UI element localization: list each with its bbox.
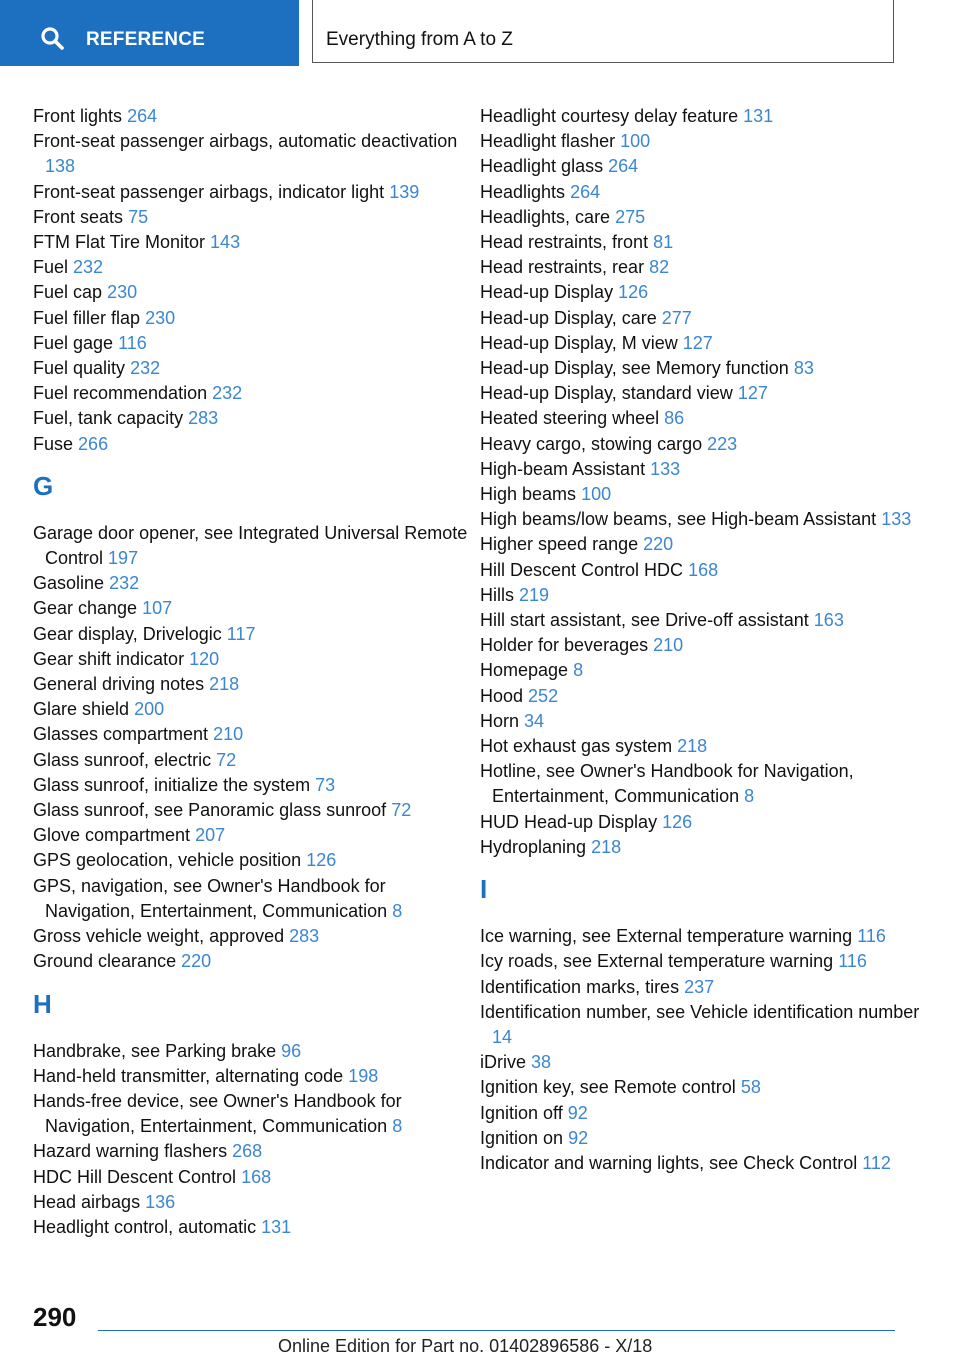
index-entry-text: Ignition key, see Remote control: [480, 1077, 736, 1098]
index-entry: [480, 356, 920, 381]
index-entry: [33, 848, 473, 873]
index-entry: [33, 773, 473, 798]
index-entry: [480, 583, 920, 608]
page-reference-link[interactable]: 230: [145, 307, 176, 328]
page-reference-link[interactable]: 207: [195, 825, 226, 846]
page-reference-link[interactable]: 83: [793, 358, 814, 379]
index-entry: [33, 180, 473, 205]
index-entry: [480, 129, 920, 154]
index-entry-text: Fuel quality: [33, 358, 126, 379]
edition-text: Online Edition for Part no. 01402896586 - X/18: [278, 1336, 653, 1356]
page-reference-link[interactable]: 230: [107, 282, 138, 303]
index-entry-text: Head-up Display, M view: [480, 332, 678, 353]
index-entry-text: Hill Descent Control HDC: [480, 559, 684, 580]
index-entry: [33, 331, 473, 356]
page-reference-link[interactable]: 210: [653, 635, 684, 656]
index-entry-text: Icy roads, see External temperature warning: [480, 951, 834, 972]
page-reference-link[interactable]: 139: [389, 181, 420, 202]
index-entry-text: Gear shift indicator: [33, 648, 185, 669]
index-entry-text: Hot exhaust gas system: [480, 736, 673, 757]
page-reference-link[interactable]: 218: [677, 736, 708, 757]
index-entry: [33, 798, 473, 823]
index-entry: [480, 1050, 920, 1075]
index-entry: [33, 1165, 473, 1190]
page-reference-link[interactable]: 163: [813, 610, 844, 631]
index-entry: [480, 1126, 920, 1151]
page-reference-link[interactable]: 126: [662, 811, 693, 832]
page-reference-link[interactable]: 223: [707, 433, 738, 454]
page-reference-link[interactable]: 168: [688, 559, 719, 580]
index-entry: [480, 734, 920, 759]
page-reference-link[interactable]: 72: [391, 800, 412, 821]
index-entry: [33, 949, 473, 974]
page-reference-link[interactable]: 268: [232, 1141, 263, 1162]
index-entry-text: Headlight glass: [480, 156, 604, 177]
index-entry: [480, 1075, 920, 1100]
index-entry-text: Front seats: [33, 206, 124, 227]
page-reference-link[interactable]: 264: [127, 106, 158, 126]
index-entry: [480, 280, 920, 305]
index-entry: [480, 924, 920, 949]
index-entry-text: Headlights, care: [480, 206, 611, 227]
index-entry: [480, 180, 920, 205]
index-entry: [33, 1190, 473, 1215]
index-entry-text: Garage door opener, see Integrated Universal Remote Control: [33, 522, 468, 569]
index-entry-text: Hills: [480, 584, 514, 605]
index-entry-text: Head-up Display, standard view: [480, 383, 733, 404]
index-letter-heading: H: [33, 988, 52, 1019]
index-entry-text: Front lights: [33, 106, 123, 126]
index-entry: [480, 1000, 920, 1050]
page-reference-link[interactable]: 131: [261, 1216, 292, 1237]
index-entry: [33, 205, 473, 230]
index-entry-text: Front-seat passenger airbags, automatic deactivation: [33, 131, 458, 152]
page-reference-link[interactable]: 86: [664, 408, 685, 429]
index-entry: [33, 129, 473, 179]
index-entry: [33, 722, 473, 747]
index-entry: [480, 1101, 920, 1126]
index-entry-text: Hand-held transmitter, alternating code: [33, 1065, 344, 1086]
index-entry: [33, 571, 473, 596]
index-entry-text: Glass sunroof, electric: [33, 749, 212, 770]
page-reference-link[interactable]: 136: [145, 1191, 176, 1212]
page-reference-link[interactable]: 168: [241, 1166, 272, 1187]
index-entry: [33, 874, 473, 924]
section-title: Everything from A to Z: [326, 29, 513, 50]
index-entry-text: Ignition on: [480, 1127, 564, 1148]
index-entry-text: Head restraints, front: [480, 232, 649, 253]
page-reference-link[interactable]: 143: [210, 232, 241, 253]
index-entry: [480, 432, 920, 457]
index-entry-text: Ignition off: [480, 1102, 563, 1123]
index-entry-text: Hands-free device, see Owner's Handbook for Navigation, Entertainment, Communication: [33, 1090, 402, 1137]
index-entry-text: Fuel, tank capacity: [33, 408, 184, 429]
index-entry-text: Identification number, see Vehicle identification number: [480, 1001, 920, 1022]
page-reference-link[interactable]: 277: [661, 307, 692, 328]
index-entry-text: Headlights: [480, 181, 566, 202]
index-entry: [33, 306, 473, 331]
index-entry-text: GPS geolocation, vehicle position: [33, 850, 302, 871]
page-reference-link[interactable]: 34: [524, 710, 545, 731]
index-entry-text: Glove compartment: [33, 825, 191, 846]
index-entry-text: Glare shield: [33, 699, 130, 720]
page-reference-link[interactable]: 116: [857, 926, 886, 947]
page-reference-link[interactable]: 58: [740, 1077, 761, 1098]
index-entry-text: Hotline, see Owner's Handbook for Navigation, Entertainment, Communication: [480, 761, 854, 807]
index-entry: [480, 154, 920, 179]
page-reference-link[interactable]: 126: [306, 850, 337, 871]
page-reference-link[interactable]: 8: [392, 1116, 403, 1137]
index-entry: [33, 823, 473, 848]
page-reference-link[interactable]: 14: [492, 1026, 513, 1047]
index-entry: [480, 507, 920, 532]
index-entry: [33, 104, 473, 129]
page-reference-link[interactable]: 264: [570, 181, 601, 202]
index-entry: [480, 949, 920, 974]
index-entry-text: Fuel cap: [33, 282, 103, 303]
page-reference-link[interactable]: 92: [568, 1127, 589, 1148]
page-reference-link[interactable]: 117: [226, 623, 256, 644]
page-reference-link[interactable]: 73: [315, 774, 336, 795]
page-reference-link[interactable]: 81: [653, 232, 674, 253]
index-entry-text: High beams: [480, 484, 577, 505]
index-entry-text: Fuel filler flap: [33, 307, 141, 328]
index-entry-text: Fuel: [33, 257, 69, 278]
page-reference-link[interactable]: 198: [348, 1065, 379, 1086]
index-entry-text: Head-up Display, see Memory function: [480, 358, 789, 379]
index-entry-text: Glass sunroof, see Panoramic glass sunroof: [33, 800, 387, 821]
index-entry-text: iDrive: [480, 1052, 527, 1073]
index-entry-text: Handbrake, see Parking brake: [33, 1040, 277, 1061]
index-entry: [480, 532, 920, 557]
index-entry-text: High-beam Assistant: [480, 458, 646, 479]
index-entry-text: Glasses compartment: [33, 724, 209, 745]
index-entry-text: HUD Head-up Display: [480, 811, 658, 832]
index-entry: [480, 633, 920, 658]
page-reference-link[interactable]: 100: [581, 484, 612, 505]
index-entry: [33, 1064, 473, 1089]
index-entry: [33, 622, 473, 647]
page-reference-link[interactable]: 275: [615, 206, 646, 227]
index-entry-text: Holder for beverages: [480, 635, 649, 656]
page-reference-link[interactable]: 232: [130, 358, 161, 379]
index-entry-text: Glass sunroof, initialize the system: [33, 774, 311, 795]
index-entry: [33, 1039, 473, 1064]
index-entry: [480, 205, 920, 230]
index-entry: [480, 658, 920, 683]
index-entry: [480, 331, 920, 356]
index-entry-text: Heated steering wheel: [480, 408, 660, 429]
section-title-box: [312, 0, 894, 63]
index-entry-text: Headlight courtesy delay feature: [480, 106, 739, 126]
index-entry-text: Head restraints, rear: [480, 257, 645, 278]
index-entry: [33, 647, 473, 672]
index-entry: [480, 608, 920, 633]
index-entry-text: Hazard warning flashers: [33, 1141, 228, 1162]
index-entry: [33, 230, 473, 255]
page-reference-link[interactable]: 72: [216, 749, 237, 770]
page-reference-link[interactable]: 237: [684, 976, 715, 997]
index-entry-text: Headlight control, automatic: [33, 1216, 257, 1237]
index-entry-text: Fuel gage: [33, 332, 114, 353]
index-entry-text: Gear display, Drivelogic: [33, 623, 222, 644]
index-entry-text: Ground clearance: [33, 951, 177, 972]
index-entry-text: Gross vehicle weight, approved: [33, 926, 285, 947]
index-entry: [33, 280, 473, 305]
index-entry-text: Headlight flasher: [480, 131, 616, 152]
page-reference-link[interactable]: 126: [618, 282, 649, 303]
page-reference-link[interactable]: 92: [567, 1102, 588, 1123]
index-entry: [33, 356, 473, 381]
index-entry: [33, 381, 473, 406]
index-entry: [480, 406, 920, 431]
page-reference-link[interactable]: 252: [528, 685, 559, 706]
index-entry: [480, 759, 920, 809]
index-entry: [480, 306, 920, 331]
page-reference-link[interactable]: 220: [643, 534, 674, 555]
index-entry: [480, 684, 920, 709]
index-entry-text: Hill start assistant, see Drive-off assistant: [480, 610, 809, 631]
index-entry: [33, 697, 473, 722]
index-entry: [33, 672, 473, 697]
index-entry-text: FTM Flat Tire Monitor: [33, 232, 206, 253]
page-reference-link[interactable]: 232: [212, 383, 243, 404]
page-reference-link[interactable]: 283: [289, 926, 320, 947]
index-entry: [33, 1089, 473, 1139]
index-entry-text: Horn: [480, 710, 520, 731]
page-reference-link[interactable]: 96: [281, 1040, 302, 1061]
index-entry-text: Hydroplaning: [480, 836, 587, 857]
index-entry-text: GPS, navigation, see Owner's Handbook for Navigation, Entertainment, Communication: [33, 875, 388, 921]
index-entry-text: Fuel recommendation: [33, 383, 208, 404]
index-entry-text: Hood: [480, 685, 524, 706]
page-reference-link[interactable]: 219: [519, 584, 550, 605]
page-reference-link[interactable]: 8: [744, 786, 755, 807]
page-reference-link[interactable]: 131: [743, 106, 774, 126]
page-reference-link[interactable]: 100: [620, 131, 651, 152]
page-reference-link[interactable]: 82: [649, 257, 670, 278]
index-entry-text: Ice warning, see External temperature warning: [480, 926, 853, 947]
page-reference-link[interactable]: 107: [142, 598, 173, 619]
index-entry-text: Head-up Display, care: [480, 307, 657, 328]
page-reference-link[interactable]: 264: [608, 156, 639, 177]
index-entry-text: Gasoline: [33, 573, 105, 594]
index-entry: [480, 457, 920, 482]
index-entry: [480, 255, 920, 280]
index-entry: [33, 596, 473, 621]
index-entry: [480, 482, 920, 507]
index-entry-text: General driving notes: [33, 674, 205, 695]
page-reference-link[interactable]: 112: [862, 1152, 891, 1173]
index-entry-text: HDC Hill Descent Control: [33, 1166, 237, 1187]
page-reference-link[interactable]: 38: [531, 1052, 552, 1073]
page-reference-link[interactable]: 220: [181, 951, 212, 972]
index-entry-text: Gear change: [33, 598, 138, 619]
page-reference-link[interactable]: 75: [128, 206, 149, 227]
index-letter-heading: G: [33, 470, 54, 501]
index-entry-text: Identification marks, tires: [480, 976, 680, 997]
index-entry-text: Front-seat passenger airbags, indicator light: [33, 181, 385, 202]
page-reference-link[interactable]: 218: [591, 836, 622, 857]
page-number: 290: [33, 1302, 77, 1332]
index-entry: [33, 521, 473, 571]
index-entry: [480, 810, 920, 835]
index-entry-text: Higher speed range: [480, 534, 639, 555]
page-reference-link[interactable]: 133: [881, 509, 912, 530]
index-entry: [33, 748, 473, 773]
page-reference-link[interactable]: 127: [682, 332, 713, 353]
index-entry: [480, 835, 920, 860]
index-entry-text: Heavy cargo, stowing cargo: [480, 433, 703, 454]
index-entry: [480, 558, 920, 583]
page-reference-link[interactable]: 133: [650, 458, 681, 479]
search-icon: [40, 26, 64, 50]
index-entry: [480, 381, 920, 406]
index-entry: [33, 1215, 473, 1240]
reference-tab-label: REFERENCE: [86, 29, 205, 50]
page-reference-link[interactable]: 232: [73, 257, 104, 278]
footer-divider: [98, 1330, 895, 1331]
index-entry-text: High beams/low beams, see High-beam Assistant: [480, 509, 877, 530]
index-entry-text: Homepage: [480, 660, 569, 681]
index-entry: [480, 230, 920, 255]
page-reference-link[interactable]: 200: [134, 699, 165, 720]
reference-tab[interactable]: [0, 0, 299, 66]
index-letter-heading: I: [480, 874, 488, 905]
index-entry: [480, 104, 920, 129]
page-reference-link[interactable]: 210: [213, 724, 244, 745]
index-entry: [33, 1139, 473, 1164]
page-reference-link[interactable]: 138: [45, 156, 76, 177]
index-column-left: [33, 104, 473, 1240]
page-reference-link[interactable]: 8: [573, 660, 584, 681]
page-reference-link[interactable]: 232: [109, 573, 140, 594]
page-reference-link[interactable]: 8: [392, 900, 403, 921]
index-column-right: [480, 104, 920, 1176]
page-reference-link[interactable]: 127: [737, 383, 768, 404]
index-entry: [33, 255, 473, 280]
page-reference-link[interactable]: 116: [838, 951, 867, 972]
page-reference-link[interactable]: 283: [188, 408, 219, 429]
index-entry-text: Head airbags: [33, 1191, 141, 1212]
index-entry: [480, 975, 920, 1000]
page-reference-link[interactable]: 266: [78, 433, 109, 454]
page-reference-link[interactable]: 120: [189, 648, 220, 669]
page-reference-link[interactable]: 218: [209, 674, 240, 695]
index-entry: [480, 1151, 920, 1176]
page-reference-link[interactable]: 197: [108, 548, 139, 569]
index-entry-text: Indicator and warning lights, see Check Control: [480, 1152, 858, 1173]
index-entry-text: Fuse: [33, 433, 74, 454]
index-entry: [480, 709, 920, 734]
index-entry-text: Head-up Display: [480, 282, 614, 303]
index-entry: [33, 924, 473, 949]
index-entry: [33, 432, 473, 457]
page-reference-link[interactable]: 116: [118, 332, 147, 353]
index-entry: [33, 406, 473, 431]
